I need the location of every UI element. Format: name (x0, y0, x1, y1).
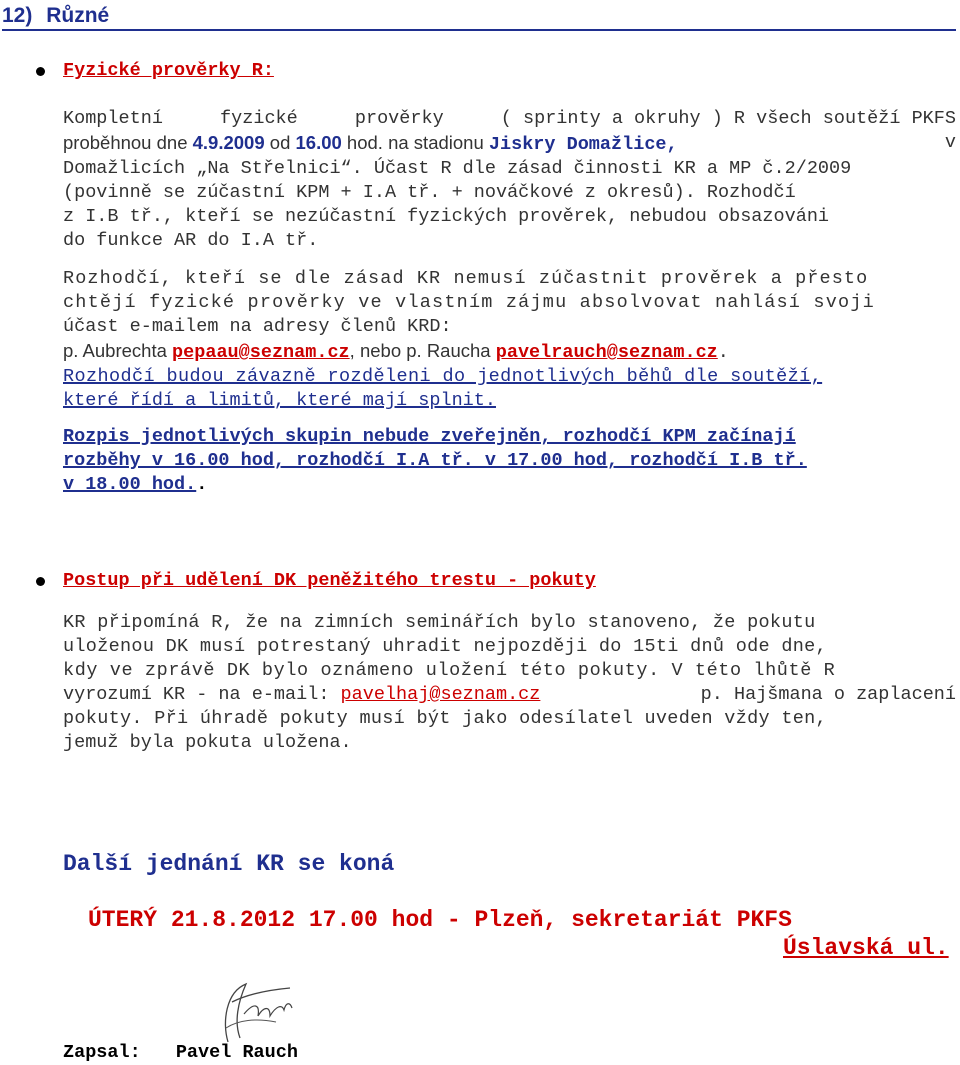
p2-line4: p. Aubrechta pepaau@seznam.cz, nebo p. Raucha pavelrauch@seznam.cz. (63, 340, 729, 363)
footer (63, 1041, 298, 1065)
email-link-aubrecht[interactable]: pepaau@seznam.cz (172, 342, 350, 363)
p3-line3: v 18.00 hod.. (63, 474, 208, 495)
item1-heading: Fyzické prověrky R: (63, 60, 274, 81)
section-number: 12) (2, 4, 33, 27)
p1-line2: proběhnou dne 4.9.2009 od 16.00 hod. na stadionu Jiskry Domažlice, v (63, 132, 956, 155)
p3-line2: rozběhy v 16.00 hod, rozhodčí I.A tř. v 17.00 hod, rozhodčí I.B tř. (63, 450, 807, 471)
p1-line1: Kompletní fyzické prověrky ( sprinty a okruhy ) R všech soutěží PKFS (63, 108, 956, 129)
next-meeting-street: Úslavská ul. (783, 935, 949, 961)
p2-line3: účast e-mailem na adresy členů KRD: (63, 316, 452, 337)
item1-paragraph3 (63, 425, 807, 497)
p3-line1: Rozpis jednotlivých skupin nebude zveřejněn, rozhodčí KPM začínají (63, 426, 796, 447)
section-title: Různé (46, 4, 110, 27)
email-link-hajsman[interactable]: pavelhaj@seznam.cz (340, 684, 541, 705)
p2-line6: které řídí a limitů, které mají splnit. (63, 390, 496, 411)
item2-line4: vyrozumí KR - na e-mail: pavelhaj@seznam.cz p. Hajšmana o zaplacení (63, 684, 956, 705)
item1-paragraph2 (63, 267, 956, 413)
p1-line5: z I.B tř., kteří se nezúčastní fyzických prověrek, nebudou obsazováni (63, 206, 830, 227)
p2-line1: Rozhodčí, kteří se dle zásad KR nemusí zúčastnit prověrek a přesto (63, 268, 869, 289)
footer-name: Pavel Rauch (175, 1042, 298, 1063)
item2-line2: uloženou DK musí potrestaný uhradit nejpozději do 15ti dnů ode dne, (63, 636, 827, 657)
item2-heading: Postup při udělení DK peněžitého trestu - pokuty (63, 570, 596, 591)
p1-line4: (povinně se zúčastní KPM + I.A tř. + nováčkové z okresů). Rozhodčí (63, 182, 796, 203)
item1-paragraph1 (63, 107, 956, 253)
p2-line2: chtějí fyzické prověrky ve vlastním zájmu absolvovat nahlásí svoji (63, 292, 875, 313)
item2-paragraph (63, 611, 956, 755)
next-meeting-date-place: ÚTERÝ 21.8.2012 17.00 hod - Plzeň, sekretariát PKFS (88, 907, 792, 933)
item2-line5: pokuty. Při úhradě pokuty musí být jako odesílatel uveden vždy ten, (63, 708, 827, 729)
bullet-icon (36, 577, 45, 586)
bullet-icon (36, 67, 45, 76)
p1-line6: do funkce AR do I.A tř. (63, 230, 319, 251)
item2-line1: KR připomíná R, že na zimních seminářích bylo stanoveno, že pokutu (63, 612, 816, 633)
email-link-rauch[interactable]: pavelrauch@seznam.cz (495, 342, 718, 363)
signature-image (198, 972, 318, 1052)
p2-line5: Rozhodčí budou závazně rozděleni do jednotlivých běhů dle soutěží, (63, 366, 823, 387)
item2-line6: jemuž byla pokuta uložena. (63, 732, 352, 753)
p1-line3: Domažlicích „Na Střelnici“. Účast R dle zásad činnosti KR a MP č.2/2009 (63, 158, 852, 179)
item2-line3: kdy ve zprávě DK bylo oznámeno uložení této pokuty. V této lhůtě R (63, 660, 836, 681)
next-meeting-heading: Další jednání KR se koná (63, 851, 395, 877)
footer-label: Zapsal: (63, 1042, 141, 1063)
section-header (2, 4, 956, 31)
